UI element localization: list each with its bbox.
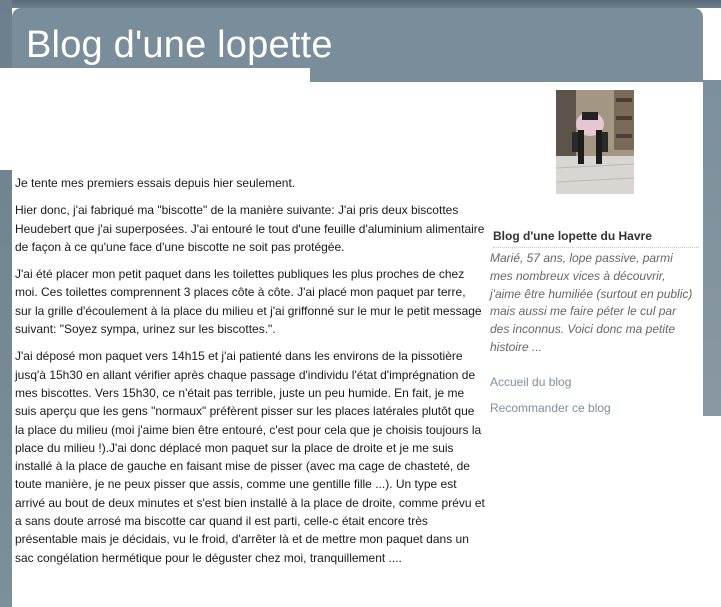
content-patch (0, 82, 20, 170)
post-paragraph: J'ai déposé mon paquet vers 14h15 et j'ai patienté dans les environs de la pissotière jusq'à 15h30 en allant vérifier après chaque passage d'individu l'état d'imprégnation de mes biscottes. Vers 15h30, ce n'était pas terrible, juste un peu humide. En fait, je me suis aperçu que les gens "normaux" préfèrent pisser sur les places latérales plutôt que la place du milieu (moi j'aime bien être entouré, c'est pour cela que je choisis toujours la place du milieu !).J'ai donc déplacé mon paquet sur la place de droite et je me suis installé à la place de gauche en faisant mise de pisser (avec ma cage de chasteté, de toute manière, je ne peux pisser que assis, comme une gentille fille ...). Un type est arrivé au bout de deux minutes et s'est bien installé à la place de droite, comme prévu et a sans doute arrosé ma biscotte car quand il est parti, celle-c était encore très présentable mais je décidais, vu le froid, d'arrêter là et de mettre mon paquet dans un sac congélation hermétique pour le déguster chez moi, tranquillement .... (15, 349, 485, 565)
post-paragraph: Je tente mes premiers essais depuis hier seulement. (15, 176, 296, 190)
post-paragraph: J'ai été placer mon petit paquet dans les toilettes publiques les plus proches de chez moi. Ces toilettes comprennent 3 places côte à côte. J'ai placé mon paquet par terre, sur la grille d'écoulement à la place du milieu et j'ai griffonné sur le mur le petit message suivant: "Soyez sympa, urinez sur les biscottes.". (15, 267, 482, 337)
header-tab (0, 68, 310, 82)
profile-photo[interactable] (556, 90, 634, 194)
home-link[interactable]: Accueil du blog (490, 375, 572, 389)
profile-title: Blog d'une lopette du Havre (493, 229, 699, 248)
recommend-link[interactable]: Recommander ce blog (490, 401, 611, 415)
blog-title[interactable]: Blog d'une lopette (26, 24, 333, 66)
post-paragraph: Hier donc, j'ai fabriqué ma "biscotte" de la manière suivante: J'ai pris deux biscottes Heudebert que j'ai superposées. J'ai entouré le tout d'une feuille d'aluminium alimentaire de façon à ce qu'une face d'une biscotte ne soit pas protégée. (15, 203, 485, 254)
top-band (0, 0, 721, 8)
profile-photo-image (556, 90, 634, 194)
blog-post (15, 174, 485, 576)
right-border (703, 80, 721, 416)
profile-description: Marié, 57 ans, lope passive, parmi mes nombreux vices à découvrir, j'aime être humiliée (surtout en public) mais aussi me faire péter le cul par des inconnus. Voici donc ma petite histoire ... (490, 251, 693, 354)
